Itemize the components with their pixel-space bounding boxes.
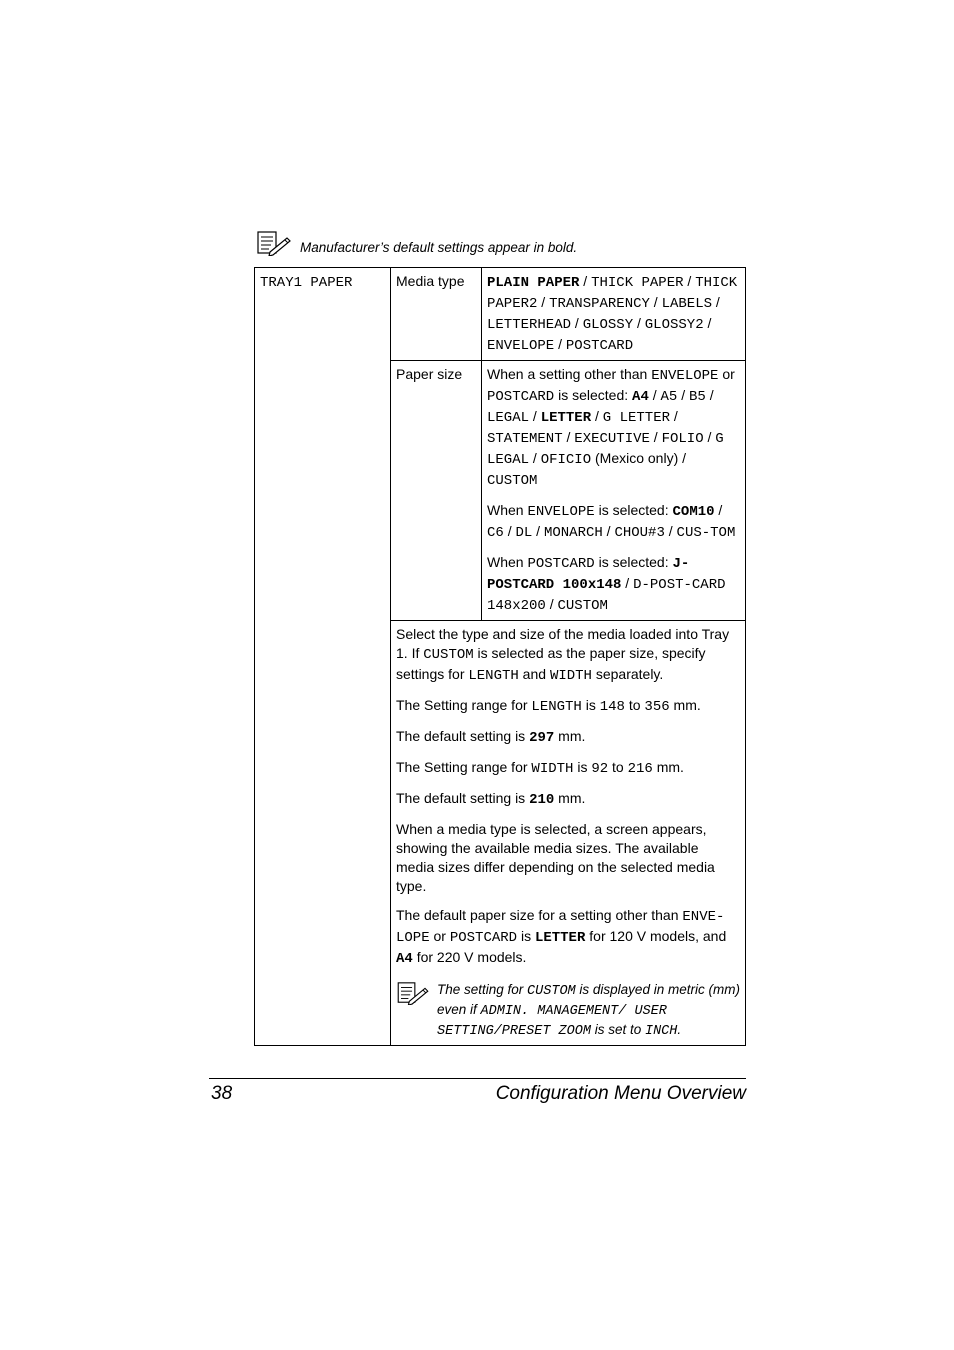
option-separator: / <box>571 315 583 331</box>
description-paragraph <box>396 789 740 810</box>
setting-value: LENGTH <box>468 668 519 684</box>
option-separator: / <box>554 336 566 352</box>
paper-size-options <box>482 361 746 621</box>
text-run: / <box>621 575 634 591</box>
text-run: is selected: <box>594 502 673 518</box>
setting-value: ENVELOPE <box>527 504 595 520</box>
paper-size-paragraph <box>487 553 740 616</box>
setting-value: G LEGAL <box>487 431 724 468</box>
setting-value: POSTCARD <box>487 389 555 405</box>
setting-value: FOLIO <box>661 431 704 447</box>
description-paragraph <box>396 758 740 779</box>
text-run: / <box>529 450 541 466</box>
text-run: / <box>714 502 723 518</box>
paper-size-label: Paper size <box>396 366 463 382</box>
footer-divider <box>209 1078 746 1079</box>
text-run: / <box>545 596 558 612</box>
option-separator: / <box>712 294 720 310</box>
config-table <box>254 267 746 1046</box>
setting-value: 356 <box>644 699 670 715</box>
text-run: / <box>648 387 661 403</box>
media-type-option: LABELS <box>661 296 713 312</box>
text-run: is selected: <box>554 387 633 403</box>
text-run: The Setting range for <box>396 759 532 775</box>
text-run: When a setting other than <box>487 366 652 382</box>
setting-label-cell <box>391 268 482 361</box>
text-run: Select the type and size of the media loaded into Tray 1. If <box>396 626 730 661</box>
text-run: / <box>562 429 575 445</box>
text-run: for 220 V models. <box>412 949 527 965</box>
setting-label-cell <box>391 361 482 621</box>
setting-value: A4 <box>396 951 413 967</box>
text-run: is <box>517 928 535 944</box>
setting-value: ENVE-LOPE <box>396 909 725 946</box>
text-run: / <box>705 387 714 403</box>
note-pencil-icon <box>256 230 292 256</box>
text-run: / <box>503 523 516 539</box>
setting-value: EXECUTIVE <box>574 431 650 447</box>
media-type-option: ENVELOPE <box>487 338 555 354</box>
text-run: is set to <box>590 1022 645 1037</box>
text-run: / <box>591 408 603 424</box>
text-run: separately. <box>591 666 664 682</box>
setting-value: 216 <box>627 761 653 777</box>
setting-value: D-POST-CARD 148x200 <box>487 577 726 614</box>
text-run: or <box>429 928 450 944</box>
text-run: The default setting is <box>396 790 530 806</box>
default-settings-note <box>256 230 736 258</box>
page-number: 38 <box>211 1083 233 1104</box>
text-run: The default setting is <box>396 728 530 744</box>
text-run: mm. <box>669 697 701 713</box>
media-type-option-list <box>487 272 740 356</box>
setting-value: MONARCH <box>543 525 603 541</box>
media-type-option: LETTERHEAD <box>487 317 572 333</box>
text-run: / <box>703 429 716 445</box>
setting-value: WIDTH <box>531 761 574 777</box>
text-run: When a media type is selected, a screen appears, showing the available media sizes. The available media sizes differ depending on the selected media type. <box>396 821 715 894</box>
text-run: . <box>677 1022 682 1037</box>
text-run: / <box>649 429 662 445</box>
media-type-option: THICK PAPER2 <box>487 275 738 312</box>
setting-value: WIDTH <box>549 668 592 684</box>
menu-item-cell <box>255 268 391 1046</box>
media-type-label: Media type <box>396 273 465 289</box>
note-pencil-icon <box>396 981 430 1005</box>
text-run: When <box>487 502 528 518</box>
description-paragraph <box>396 906 740 969</box>
custom-inch-note <box>396 981 740 1041</box>
text-run: The default paper size for a setting other than <box>396 907 683 923</box>
text-run: mm. <box>652 759 684 775</box>
media-type-option: GLOSSY <box>582 317 634 333</box>
media-type-option: PLAIN PAPER <box>487 275 580 291</box>
text-run: is selected: <box>594 554 673 570</box>
setting-value: OFICIO <box>540 452 592 468</box>
setting-value: 148 <box>599 699 625 715</box>
description-paragraph <box>396 696 740 717</box>
setting-value: LEGAL <box>487 410 530 426</box>
setting-value: 92 <box>591 761 609 777</box>
description-paragraph <box>396 820 740 896</box>
text-run: to <box>608 759 628 775</box>
menu-item-name: TRAY1 PAPER <box>260 275 353 291</box>
media-type-option: TRANSPARENCY <box>549 296 650 312</box>
text-run: (Mexico only) / <box>591 450 687 466</box>
note-body-text <box>437 981 740 1041</box>
text-run: for 120 V models, and <box>585 928 727 944</box>
table-row <box>255 268 746 361</box>
text-run: The Setting range for <box>396 697 532 713</box>
setting-value: LENGTH <box>531 699 582 715</box>
setting-value: CUSTOM <box>423 647 474 663</box>
setting-value: COM10 <box>672 504 715 520</box>
footer-title: Configuration Menu Overview <box>495 1083 746 1104</box>
paper-size-paragraph <box>487 501 740 543</box>
setting-value: STATEMENT <box>487 431 563 447</box>
text-run: to <box>624 697 645 713</box>
setting-value: C6 <box>487 525 504 541</box>
paper-size-paragraph <box>487 365 740 491</box>
text-run: is <box>573 759 592 775</box>
setting-value: CUS-TOM <box>676 525 736 541</box>
setting-value: ENVELOPE <box>651 368 719 384</box>
setting-value: POSTCARD <box>449 930 518 946</box>
text-run: / <box>677 387 690 403</box>
setting-value: LETTER <box>534 930 586 946</box>
option-separator: / <box>703 315 712 331</box>
media-type-option: GLOSSY2 <box>644 317 704 333</box>
text-run: / <box>664 523 677 539</box>
option-separator: / <box>633 315 645 331</box>
setting-value: LETTER <box>540 410 592 426</box>
text-run: mm. <box>554 728 586 744</box>
text-run: The setting for <box>437 982 528 997</box>
option-separator: / <box>649 294 662 310</box>
setting-value: CHOU#3 <box>614 525 665 541</box>
setting-value: B5 <box>689 389 706 405</box>
description-paragraph <box>396 625 740 686</box>
text-run: mm. <box>554 790 586 806</box>
setting-value: CUSTOM <box>487 473 538 489</box>
setting-value: ADMIN. MANAGEMENT/ USER SETTING/PRESET ZOOM <box>437 1004 667 1039</box>
option-separator: / <box>683 273 696 289</box>
text-run: is <box>581 697 600 713</box>
text-run: and <box>518 666 550 682</box>
media-type-option: POSTCARD <box>565 338 634 354</box>
text-run: / <box>529 408 541 424</box>
setting-value: DL <box>515 525 533 541</box>
setting-value: G LETTER <box>602 410 670 426</box>
setting-value: A4 <box>632 389 649 405</box>
setting-value: CUSTOM <box>527 984 576 999</box>
media-type-option: THICK PAPER <box>591 275 684 291</box>
setting-value: J-POSTCARD 100x148 <box>487 556 690 593</box>
option-separator: / <box>537 294 550 310</box>
text-run: or <box>718 366 735 382</box>
description-text <box>396 625 740 969</box>
media-type-options <box>482 268 746 361</box>
setting-value: 210 <box>529 792 555 808</box>
text-run: When <box>487 554 528 570</box>
setting-value: CUSTOM <box>557 598 608 614</box>
setting-value: 297 <box>529 730 555 746</box>
text-run: is displayed in metric (mm) even if <box>437 982 740 1017</box>
setting-value: A5 <box>660 389 678 405</box>
text-run: / <box>532 523 544 539</box>
option-separator: / <box>579 273 592 289</box>
text-run: is selected as the paper size, specify settings for <box>396 645 706 682</box>
note-text: Manufacturer’s default settings appear in bold. <box>300 240 578 255</box>
setting-value: POSTCARD <box>527 556 595 572</box>
text-run: / <box>602 523 615 539</box>
setting-value: INCH <box>644 1024 678 1039</box>
paper-size-option-list <box>487 365 740 616</box>
text-run: / <box>670 408 678 424</box>
description-cell <box>391 621 746 1046</box>
description-paragraph <box>396 727 740 748</box>
